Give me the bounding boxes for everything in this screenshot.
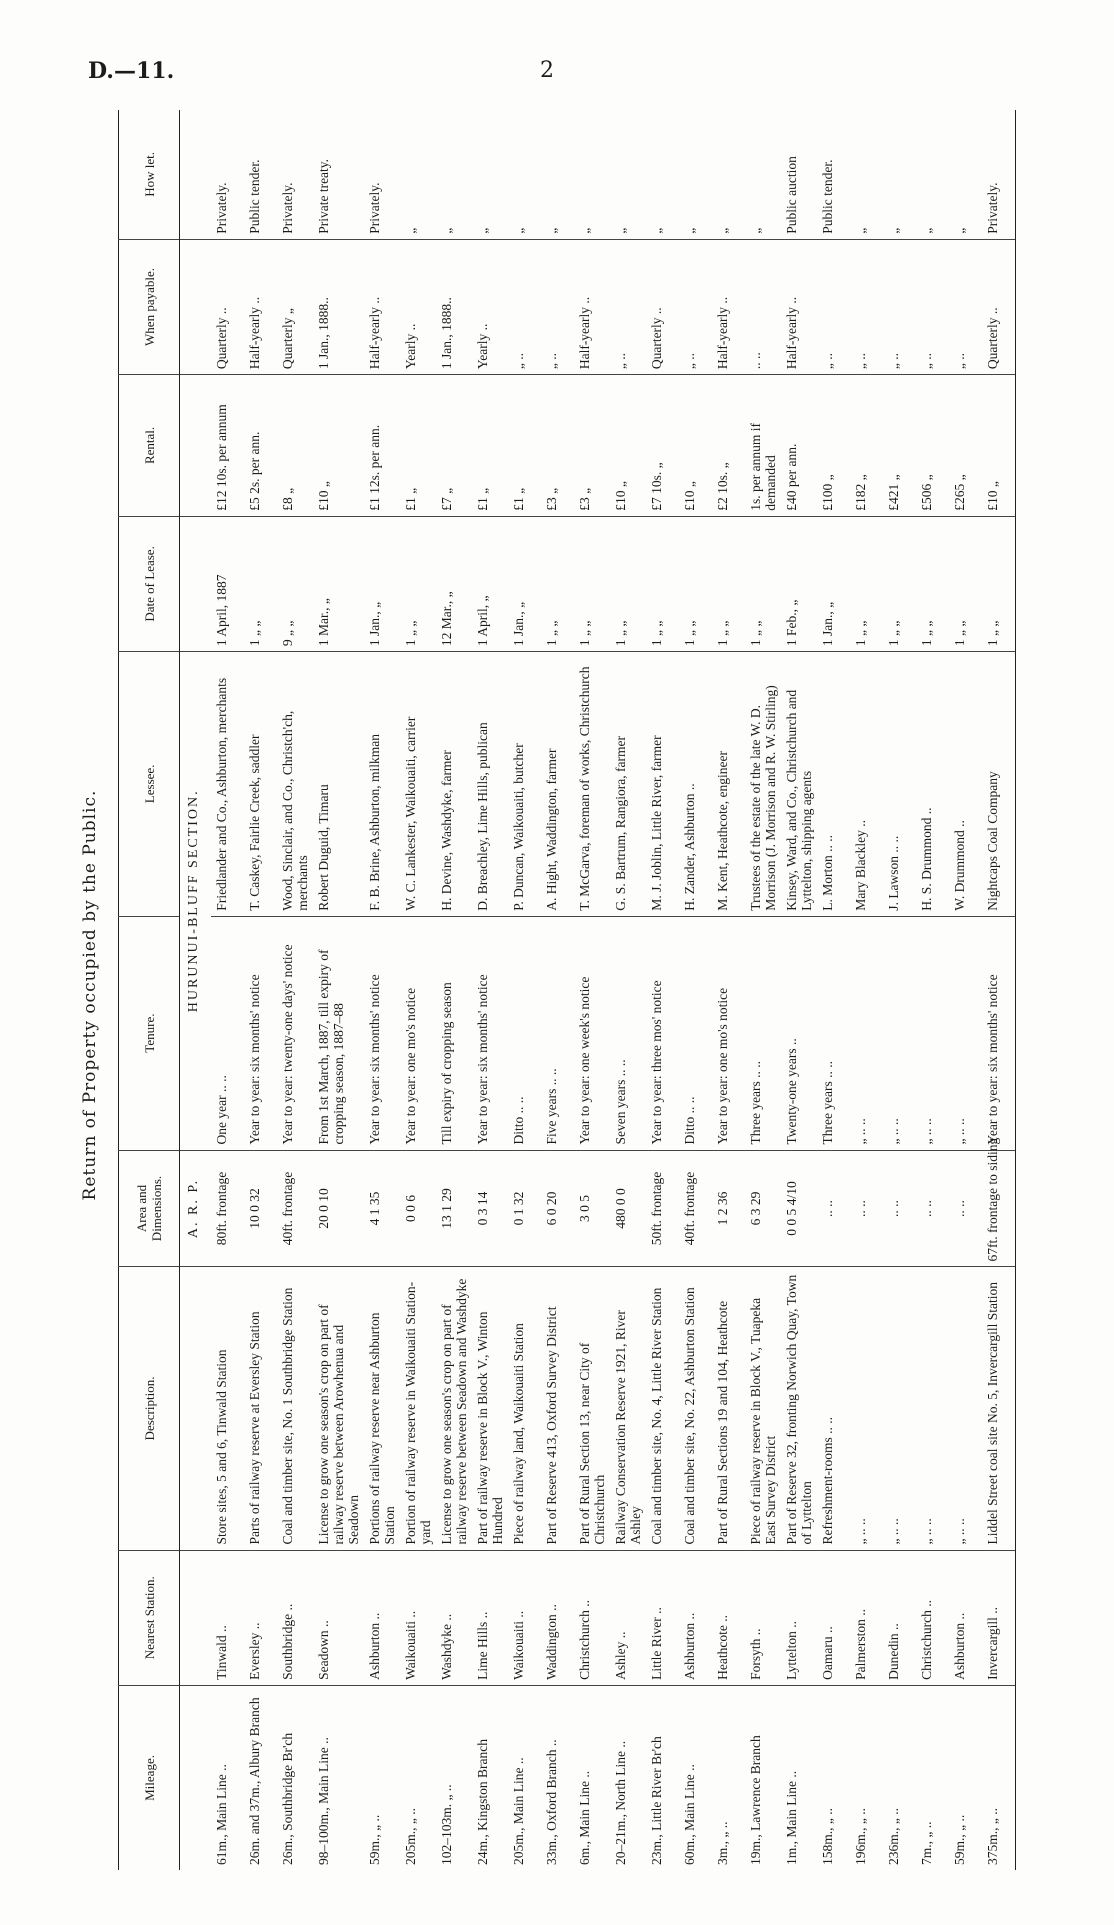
lessee-cell: W. Drummond .. — [949, 652, 982, 917]
tenure-cell: „ .. .. — [850, 916, 883, 1150]
how-let-cell: „ — [886, 227, 901, 234]
date-cell: 1 „ „ — [400, 516, 436, 651]
area-cell: .. .. — [883, 1150, 916, 1267]
rental-cell: £3 „ — [574, 375, 610, 517]
date-cell: 1 „ „ — [712, 516, 745, 651]
mileage-cell: 158m., „ .. — [817, 1685, 850, 1870]
rotated-return-table — [80, 100, 1020, 1890]
tenure-cell: „ .. .. — [916, 916, 949, 1150]
table-row — [781, 110, 817, 1870]
rental-cell: £100 „ — [817, 375, 850, 517]
table-row — [313, 110, 364, 1870]
rental-cell: £182 „ — [850, 375, 883, 517]
table-row — [574, 110, 610, 1870]
table-row — [277, 110, 313, 1870]
how-let-cell: „ — [439, 227, 454, 234]
lessee-cell: M. Kent, Heathcote, engineer — [712, 652, 745, 917]
description-cell: Part of Rural Section 13, near City of Christchurch — [574, 1267, 610, 1550]
rental-cell: £10 „ — [610, 375, 646, 517]
description-cell: „ .. .. — [916, 1267, 949, 1550]
description-cell: Part of railway reserve in Block V., Winton Hundred — [472, 1267, 508, 1550]
area-cell: 40ft. frontage — [277, 1150, 313, 1267]
table-row — [817, 110, 850, 1870]
table-row — [400, 110, 436, 1870]
lessee-cell: W. C. Lankester, Waikouaiti, carrier — [400, 652, 436, 917]
description-cell: Portion of railway reserve in Waikouaiti Station-yard — [400, 1267, 436, 1550]
station-cell: Waikouaiti .. — [400, 1550, 436, 1685]
how-let-cell: Public tender. — [820, 159, 835, 234]
tenure-cell: Seven years .. .. — [610, 916, 646, 1150]
description-cell: Store sites, 5 and 6, Tinwald Station — [211, 1267, 244, 1550]
tenure-cell: From 1st March, 1887, till expiry of cropping season, 1887–88 — [313, 916, 364, 1150]
payable-cell: .. .. — [745, 239, 781, 374]
payable-cell: „ .. — [916, 239, 949, 374]
table-row — [745, 110, 781, 1870]
rental-cell: £1 „ — [472, 375, 508, 517]
mileage-cell: 59m., „ .. — [949, 1685, 982, 1870]
how-let-cell: „ — [544, 227, 559, 234]
how-let-cell: „ — [952, 227, 967, 234]
date-cell: 1 Jan., „ — [364, 516, 400, 651]
payable-cell: Half-yearly .. — [244, 239, 277, 374]
station-cell: Southbridge .. — [277, 1550, 313, 1685]
rental-cell: £40 per ann. — [781, 375, 817, 517]
col-description: Description. — [119, 1267, 180, 1550]
lessee-cell: Kinsey, Ward, and Co., Christchurch and Lyttelton, shipping agents — [781, 652, 817, 917]
area-cell: .. .. — [916, 1150, 949, 1267]
station-cell: Eversley .. — [244, 1550, 277, 1685]
description-cell: Coal and timber site, No. 22, Ashburton Station — [679, 1267, 712, 1550]
lessee-cell: H. Devine, Washdyke, farmer — [436, 652, 472, 917]
date-cell: 1 „ „ — [745, 516, 781, 651]
col-payable: When payable. — [119, 239, 180, 374]
payable-cell: Half-yearly .. — [712, 239, 745, 374]
date-cell: 1 Mar., „ — [313, 516, 364, 651]
payable-cell: „ .. — [883, 239, 916, 374]
date-cell: 9 „ „ — [277, 516, 313, 651]
rental-cell: £2 10s. „ — [712, 375, 745, 517]
area-cell: 20 0 10 — [313, 1150, 364, 1267]
mileage-cell: 19m., Lawrence Branch — [745, 1685, 781, 1870]
rental-cell: £10 „ — [982, 375, 1016, 517]
how-let-cell: „ — [649, 227, 664, 234]
rental-cell: £8 „ — [277, 375, 313, 517]
payable-cell: Yearly .. — [472, 239, 508, 374]
payable-cell: Quarterly .. — [646, 239, 679, 374]
mileage-cell: 24m., Kingston Branch — [472, 1685, 508, 1870]
date-cell: 1 „ „ — [883, 516, 916, 651]
property-table — [118, 110, 1016, 1870]
payable-cell: 1 Jan., 1888.. — [313, 239, 364, 374]
col-date: Date of Lease. — [119, 516, 180, 651]
station-cell: Ashburton .. — [949, 1550, 982, 1685]
station-cell: Dunedin .. — [883, 1550, 916, 1685]
rental-cell: £10 „ — [313, 375, 364, 517]
table-row — [508, 110, 541, 1870]
payable-cell: Half-yearly .. — [364, 239, 400, 374]
station-cell: Lyttelton .. — [781, 1550, 817, 1685]
lessee-cell: F. B. Brine, Ashburton, milkman — [364, 652, 400, 917]
station-cell: Washdyke .. — [436, 1550, 472, 1685]
mileage-cell: 33m., Oxford Branch .. — [541, 1685, 574, 1870]
description-cell: Part of Reserve 413, Oxford Survey District — [541, 1267, 574, 1550]
mileage-cell: 236m., „ .. — [883, 1685, 916, 1870]
description-cell: Coal and timber site, No. 1 Southbridge Station — [277, 1267, 313, 1550]
rental-cell: £7 „ — [436, 375, 472, 517]
document-title: Return of Property occupied by the Public. — [80, 789, 100, 1201]
payable-cell: „ .. — [610, 239, 646, 374]
rental-cell: £1 „ — [508, 375, 541, 517]
how-let-cell: Privately. — [214, 182, 229, 234]
mileage-cell: 375m., „ .. — [982, 1685, 1016, 1870]
section-row — [180, 110, 212, 1870]
table-row — [982, 110, 1016, 1870]
mileage-cell: 61m., Main Line .. — [211, 1685, 244, 1870]
date-cell: 1 „ „ — [610, 516, 646, 651]
area-cell: 40ft. frontage — [679, 1150, 712, 1267]
tenure-cell: Year to year: six months' notice — [472, 916, 508, 1150]
area-cell: 0 0 5 4/10 — [781, 1150, 817, 1267]
col-how-let: How let. — [119, 110, 180, 239]
date-cell: 1 Feb., „ — [781, 516, 817, 651]
col-tenure: Tenure. — [119, 916, 180, 1150]
table-row — [436, 110, 472, 1870]
station-cell: Christchurch .. — [916, 1550, 949, 1685]
lessee-cell: Robert Duguid, Timaru — [313, 652, 364, 917]
tenure-cell: Three years .. .. — [817, 916, 850, 1150]
lessee-cell: D. Breachley, Lime Hills, publican — [472, 652, 508, 917]
area-units: A. R. P. — [180, 1150, 212, 1267]
mileage-cell: 3m., „ .. — [712, 1685, 745, 1870]
lessee-cell: M. J. Joblin, Little River, farmer — [646, 652, 679, 917]
station-cell: Invercargill .. — [982, 1550, 1016, 1685]
lessee-cell: J. Lawson .. .. — [883, 652, 916, 917]
description-cell: Part of Rural Sections 19 and 104, Heathcote — [712, 1267, 745, 1550]
tenure-cell: Year to year: three mos' notice — [646, 916, 679, 1150]
station-cell: Heathcote .. — [712, 1550, 745, 1685]
how-let-cell: „ — [403, 227, 418, 234]
lessee-cell: Friedlander and Co., Ashburton, merchants — [211, 652, 244, 917]
payable-cell: „ .. — [850, 239, 883, 374]
station-cell: Ashley .. — [610, 1550, 646, 1685]
table-row — [949, 110, 982, 1870]
mileage-cell: 23m., Little River Br'ch — [646, 1685, 679, 1870]
date-cell: 1 „ „ — [244, 516, 277, 651]
date-cell: 1 „ „ — [850, 516, 883, 651]
area-cell: 6 3 29 — [745, 1150, 781, 1267]
rental-cell: £7 10s. „ — [646, 375, 679, 517]
payable-cell: „ .. — [949, 239, 982, 374]
header-row — [119, 110, 180, 1870]
description-cell: Liddel Street coal site No. 5, Invercargill Station — [982, 1267, 1016, 1550]
rental-cell: 1s. per annum if demanded — [745, 375, 781, 517]
area-cell: 4 1 35 — [364, 1150, 400, 1267]
how-let-cell: „ — [919, 227, 934, 234]
payable-cell: Yearly .. — [400, 239, 436, 374]
how-let-cell: „ — [715, 227, 730, 234]
tenure-cell: Year to year: one week's notice — [574, 916, 610, 1150]
description-cell: „ .. .. — [949, 1267, 982, 1550]
tenure-cell: Year to year: six months' notice — [982, 916, 1016, 1150]
table-row — [679, 110, 712, 1870]
payable-cell: Half-yearly .. — [574, 239, 610, 374]
description-cell: Part of Reserve 32, fronting Norwich Quay, Town of Lyttelton — [781, 1267, 817, 1550]
description-cell: License to grow one season's crop on part of railway reserve between Arowhenua and Seadown — [313, 1267, 364, 1550]
date-cell: 1 April, 1887 — [211, 516, 244, 651]
description-cell: „ .. .. — [883, 1267, 916, 1550]
station-cell: Forsyth .. — [745, 1550, 781, 1685]
how-let-cell: „ — [682, 227, 697, 234]
station-cell: Seadown .. — [313, 1550, 364, 1685]
rental-cell: £506 „ — [916, 375, 949, 517]
tenure-cell: Five years .. .. — [541, 916, 574, 1150]
date-cell: 1 „ „ — [679, 516, 712, 651]
area-cell: .. .. — [817, 1150, 850, 1267]
mileage-cell: 98–100m., Main Line .. — [313, 1685, 364, 1870]
rental-cell: £1 „ — [400, 375, 436, 517]
tenure-cell: „ .. .. — [883, 916, 916, 1150]
table-row — [472, 110, 508, 1870]
mileage-cell: 26m. and 37m., Albury Branch — [244, 1685, 277, 1870]
tenure-cell: Three years .. .. — [745, 916, 781, 1150]
table-row — [610, 110, 646, 1870]
lessee-cell: Wood, Sinclair, and Co., Christch'ch, merchants — [277, 652, 313, 917]
station-cell: Lime Hills .. — [472, 1550, 508, 1685]
lessee-cell: P. Duncan, Waikouaiti, butcher — [508, 652, 541, 917]
area-cell: .. .. — [850, 1150, 883, 1267]
table-row — [541, 110, 574, 1870]
mileage-cell: 1m., Main Line .. — [781, 1685, 817, 1870]
rental-cell: £3 „ — [541, 375, 574, 517]
how-let-cell: Privately. — [982, 110, 1016, 239]
tenure-cell: Year to year: one mo's notice — [712, 916, 745, 1150]
table-row — [850, 110, 883, 1870]
station-cell: Waikouaiti .. — [508, 1550, 541, 1685]
how-let-cell: Privately. — [280, 182, 295, 234]
area-cell: 6 0 20 — [541, 1150, 574, 1267]
date-cell: 1 „ „ — [574, 516, 610, 651]
mileage-cell: 102–103m. „ .. — [436, 1685, 472, 1870]
col-lessee: Lessee. — [119, 652, 180, 917]
payable-cell: „ .. — [679, 239, 712, 374]
area-cell: 50ft. frontage — [646, 1150, 679, 1267]
page-number: 2 — [540, 58, 554, 83]
description-cell: Refreshment-rooms .. .. — [817, 1267, 850, 1550]
col-station: Nearest Station. — [119, 1550, 180, 1685]
mileage-cell: 26m., Southbridge Br'ch — [277, 1685, 313, 1870]
area-cell: 67ft. frontage to siding — [982, 1150, 1016, 1267]
table-row — [244, 110, 277, 1870]
station-cell: Ashburton .. — [364, 1550, 400, 1685]
mileage-cell: 59m., „ .. — [364, 1685, 400, 1870]
tenure-cell: Ditto .. .. — [508, 916, 541, 1150]
mileage-cell: 20–21m., North Line .. — [610, 1685, 646, 1870]
rental-cell: £10 „ — [679, 375, 712, 517]
mileage-cell: 205m., „ .. — [400, 1685, 436, 1870]
lessee-cell: A. Hight, Waddington, farmer — [541, 652, 574, 917]
mileage-cell: 6m., Main Line .. — [574, 1685, 610, 1870]
area-cell: .. .. — [949, 1150, 982, 1267]
description-cell: Portions of railway reserve near Ashburton Station — [364, 1267, 400, 1550]
rental-cell: £265 „ — [949, 375, 982, 517]
how-let-cell: „ — [613, 227, 628, 234]
tenure-cell: Twenty-one years .. — [781, 916, 817, 1150]
description-cell: Coal and timber site, No. 4, Little River Station — [646, 1267, 679, 1550]
mileage-cell: 7m., „ .. — [916, 1685, 949, 1870]
col-area: Area and Dimensions. — [119, 1150, 180, 1267]
payable-cell: Quarterly .. — [211, 239, 244, 374]
station-cell: Oamaru .. — [817, 1550, 850, 1685]
date-cell: 12 Mar., „ — [436, 516, 472, 651]
station-cell: Tinwald .. — [211, 1550, 244, 1685]
rental-cell: £12 10s. per annum — [211, 375, 244, 517]
lessee-cell: H. Zander, Ashburton .. — [679, 652, 712, 917]
description-cell: Piece of railway reserve in Block V., Tuapeka East Survey District — [745, 1267, 781, 1550]
tenure-cell: Year to year: six months' notice — [244, 916, 277, 1150]
table-row — [211, 110, 244, 1870]
date-cell: 1 „ „ — [541, 516, 574, 651]
area-cell: 480 0 0 — [610, 1150, 646, 1267]
how-let-cell: Private treaty. — [316, 158, 331, 234]
how-let-cell: Privately. — [367, 182, 382, 234]
description-cell: „ .. .. — [850, 1267, 883, 1550]
lessee-cell: Mary Blackley .. — [850, 652, 883, 917]
lessee-cell: T. McGarva, foreman of works, Christchurch — [574, 652, 610, 917]
tenure-cell: Year to year: twenty-one days' notice — [277, 916, 313, 1150]
col-rental: Rental. — [119, 375, 180, 517]
mileage-cell: 60m., Main Line .. — [679, 1685, 712, 1870]
table-row — [364, 110, 400, 1870]
payable-cell: „ .. — [817, 239, 850, 374]
payable-cell: 1 Jan., 1888.. — [436, 239, 472, 374]
lessee-cell: G. S. Bartrum, Rangiora, farmer — [610, 652, 646, 917]
mileage-cell: 196m., „ .. — [850, 1685, 883, 1870]
station-cell: Waddington .. — [541, 1550, 574, 1685]
tenure-cell: One year .. .. — [211, 916, 244, 1150]
tenure-cell: Year to year: six months' notice — [364, 916, 400, 1150]
area-cell: 0 3 14 — [472, 1150, 508, 1267]
lessee-cell: H. S. Drummond .. — [916, 652, 949, 917]
area-cell: 1 2 36 — [712, 1150, 745, 1267]
col-mileage: Mileage. — [119, 1685, 180, 1870]
date-cell: 1 „ „ — [949, 516, 982, 651]
how-let-cell: „ — [511, 227, 526, 234]
date-cell: 1 „ „ — [916, 516, 949, 651]
payable-cell: „ .. — [508, 239, 541, 374]
table-row — [916, 110, 949, 1870]
area-cell: 80ft. frontage — [211, 1150, 244, 1267]
lessee-cell: Trustees of the estate of the late W. D. Morrison (J. Morrison and R. W. Stirling) — [745, 652, 781, 917]
area-cell: 13 1 29 — [436, 1150, 472, 1267]
how-let-cell: Public tender. — [247, 159, 262, 234]
rental-cell: £1 12s. per ann. — [364, 375, 400, 517]
tenure-cell: Ditto .. .. — [679, 916, 712, 1150]
document-code: D.—11. — [88, 58, 175, 84]
area-cell: 10 0 32 — [244, 1150, 277, 1267]
station-cell: Little River .. — [646, 1550, 679, 1685]
mileage-cell: 205m., Main Line .. — [508, 1685, 541, 1870]
area-cell: 3 0 5 — [574, 1150, 610, 1267]
date-cell: 1 Jan., „ — [508, 516, 541, 651]
station-cell: Palmerston .. — [850, 1550, 883, 1685]
payable-cell: „ .. — [541, 239, 574, 374]
table-row — [712, 110, 745, 1870]
table-row — [646, 110, 679, 1870]
payable-cell: Quarterly .. — [982, 239, 1016, 374]
tenure-cell: „ .. .. — [949, 916, 982, 1150]
how-let-cell: „ — [853, 227, 868, 234]
rental-cell: £421 „ — [883, 375, 916, 517]
lessee-cell: T. Caskey, Fairlie Creek, saddler — [244, 652, 277, 917]
lessee-cell: Nightcaps Coal Company — [982, 652, 1016, 917]
how-let-cell: „ — [475, 227, 490, 234]
date-cell: 1 Jan., „ — [817, 516, 850, 651]
description-cell: License to grow one season's crop on part of railway reserve between Seadown and Washdyke — [436, 1267, 472, 1550]
area-cell: 0 0 6 — [400, 1150, 436, 1267]
date-cell: 1 April, „ — [472, 516, 508, 651]
date-cell: 1 „ „ — [982, 516, 1016, 651]
how-let-cell: „ — [577, 227, 592, 234]
area-cell: 0 1 32 — [508, 1150, 541, 1267]
station-cell: Christchurch .. — [574, 1550, 610, 1685]
description-cell: Piece of railway land, Waikouaiti Station — [508, 1267, 541, 1550]
description-cell: Parts of railway reserve at Eversley Station — [244, 1267, 277, 1550]
lessee-cell: L. Morton .. .. — [817, 652, 850, 917]
tenure-cell: Year to year: one mo's notice — [400, 916, 436, 1150]
payable-cell: Quarterly „ — [277, 239, 313, 374]
how-let-cell: „ — [748, 227, 763, 234]
payable-cell: Half-yearly .. — [781, 239, 817, 374]
station-cell: Ashburton .. — [679, 1550, 712, 1685]
description-cell: Railway Conservation Reserve 1921, River Ashley — [610, 1267, 646, 1550]
date-cell: 1 „ „ — [646, 516, 679, 651]
tenure-cell: Till expiry of cropping season — [436, 916, 472, 1150]
how-let-cell: Public auction — [784, 156, 799, 234]
rental-cell: £5 2s. per ann. — [244, 375, 277, 517]
section-title: HURUNUI-BLUFF SECTION. — [180, 652, 212, 1150]
table-row — [883, 110, 916, 1870]
